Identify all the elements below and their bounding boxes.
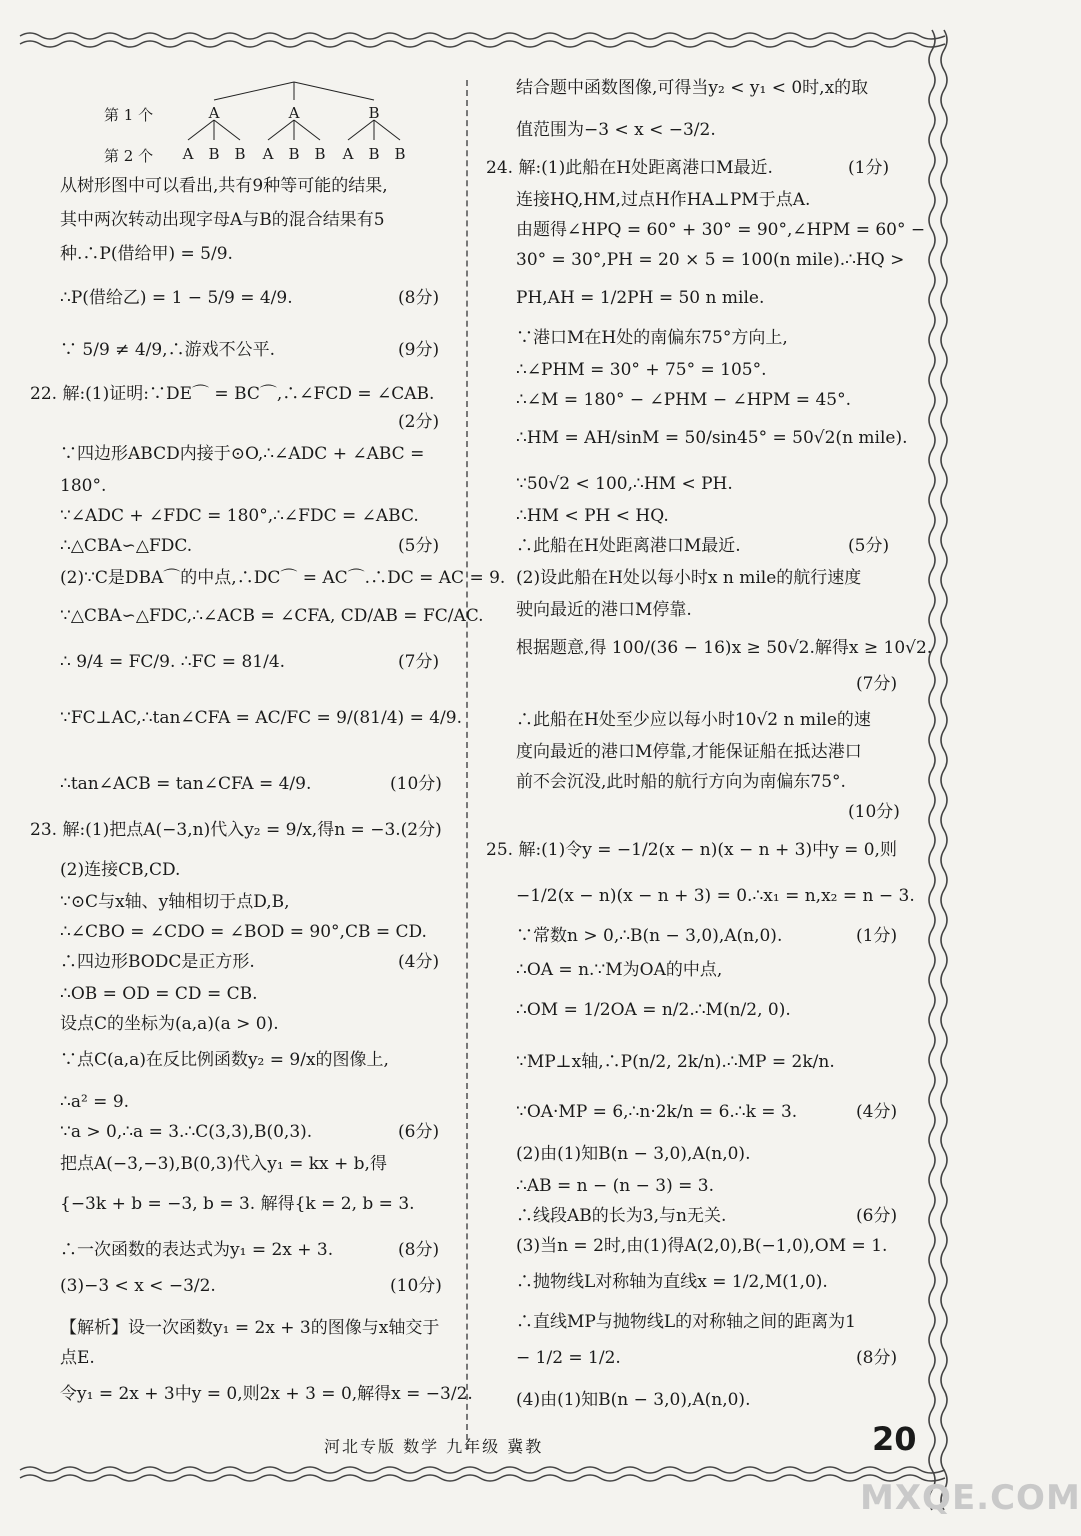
- solution-line: {−3k + b = −3, b = 3. 解得{k = 2, b = 3.: [60, 1194, 415, 1214]
- score-mark: (4分): [856, 1102, 898, 1122]
- solution-line: ∵MP⊥x轴,∴P(n/2, 2k/n).∴MP = 2k/n.: [516, 1052, 835, 1072]
- solution-line: ∵点C(a,a)在反比例函数y₂ = 9/x的图像上,: [60, 1050, 389, 1070]
- score-mark: (5分): [398, 536, 440, 556]
- solution-line: ∴线段AB的长为3,与n无关.: [516, 1206, 727, 1226]
- solution-line: ∴∠M = 180° − ∠PHM − ∠HPM = 45°.: [516, 390, 851, 410]
- solution-line: ∴此船在H处距离港口M最近.: [516, 536, 741, 556]
- site-watermark: MXQE.COM: [860, 1478, 1081, 1518]
- solution-line: 30° = 30°,PH = 20 × 5 = 100(n mile).∴HQ >: [516, 250, 905, 270]
- solution-line: 【解析】设一次函数y₁ = 2x + 3的图像与x轴交于: [60, 1318, 440, 1338]
- solution-line: ∵⊙C与x轴、y轴相切于点D,B,: [60, 892, 290, 912]
- solution-line: −1/2(x − n)(x − n + 3) = 0.∴x₁ = n,x₂ = n − 3.: [516, 886, 915, 906]
- top-wavy-border: [20, 28, 945, 54]
- solution-line: ∴tan∠ACB = tan∠CFA = 4/9.: [60, 774, 312, 794]
- score-mark: (6分): [398, 1122, 440, 1142]
- tree-level1-label: 第 1 个: [104, 106, 154, 124]
- solution-line: ∴OB = OD = CD = CB.: [60, 984, 258, 1004]
- solution-line: ∵△CBA∽△FDC,∴∠ACB = ∠CFA, CD/AB = FC/AC.: [60, 606, 484, 626]
- solution-line: ∴HM = AH/sinM = 50/sin45° = 50√2(n mile).: [516, 428, 908, 448]
- score-mark: (7分): [856, 674, 898, 694]
- tree-leaf: B: [234, 145, 246, 163]
- solution-line: 从树形图中可以看出,共有9种等可能的结果,: [60, 176, 388, 196]
- score-mark: (9分): [398, 340, 440, 360]
- score-mark: (1分): [848, 158, 890, 178]
- solution-line: ∵a > 0,∴a = 3.∴C(3,3),B(0,3).: [60, 1122, 313, 1142]
- question-22-heading: 22. 解:(1)证明:∵DE⌒ = BC⌒,∴∠FCD = ∠CAB.: [30, 384, 435, 404]
- solution-line: (2)设此船在H处以每小时x n mile的航行速度: [516, 568, 862, 588]
- score-mark: (8分): [398, 1240, 440, 1260]
- solution-line: 把点A(−3,−3),B(0,3)代入y₁ = kx + b,得: [60, 1154, 387, 1174]
- solution-line: ∵四边形ABCD内接于⊙O,∴∠ADC + ∠ABC =: [60, 444, 425, 464]
- score-mark: (10分): [848, 802, 900, 822]
- solution-line: 结合题中函数图像,可得当y₂ < y₁ < 0时,x的取: [516, 78, 869, 98]
- solution-line: ∴此船在H处至少应以每小时10√2 n mile的速: [516, 710, 871, 730]
- column-divider: [466, 80, 468, 1450]
- solution-line: ∴∠PHM = 30° + 75° = 105°.: [516, 360, 767, 380]
- solution-line: ∴P(借给乙) = 1 − 5/9 = 4/9.: [60, 288, 293, 308]
- tree-leaf: A: [262, 145, 274, 163]
- tree-node: A: [288, 104, 300, 122]
- solution-line: − 1/2 = 1/2.: [516, 1348, 621, 1368]
- tree-level2-label: 第 2 个: [104, 147, 154, 165]
- tree-leaf: A: [342, 145, 354, 163]
- score-mark: (5分): [848, 536, 890, 556]
- solution-line: ∴AB = n − (n − 3) = 3.: [516, 1176, 714, 1196]
- right-wavy-border: [918, 30, 958, 1490]
- solution-line: ∴a² = 9.: [60, 1092, 130, 1112]
- solution-line: ∵50√2 < 100,∴HM < PH.: [516, 474, 733, 494]
- score-mark: (6分): [856, 1206, 898, 1226]
- question-24-heading: 24. 解:(1)此船在H处距离港口M最近.: [486, 158, 773, 178]
- page-number: 20: [872, 1420, 917, 1458]
- solution-line: ∴抛物线L对称轴为直线x = 1/2,M(1,0).: [516, 1272, 828, 1292]
- score-mark: (8分): [856, 1348, 898, 1368]
- score-mark: (8分): [398, 288, 440, 308]
- score-mark: (2分): [398, 412, 440, 432]
- solution-line: (2)由(1)知B(n − 3,0),A(n,0).: [516, 1144, 751, 1164]
- solution-line: 180°.: [60, 476, 107, 496]
- score-mark: (7分): [398, 652, 440, 672]
- score-mark: (1分): [856, 926, 898, 946]
- solution-line: 由题得∠HPQ = 60° + 30° = 90°,∠HPM = 60° −: [516, 220, 926, 240]
- solution-line: (3)−3 < x < −3/2.: [60, 1276, 216, 1296]
- solution-line: (3)当n = 2时,由(1)得A(2,0),B(−1,0),OM = 1.: [516, 1236, 888, 1256]
- solution-line: ∵FC⊥AC,∴tan∠CFA = AC/FC = 9/(81/4) = 4/9.: [60, 708, 462, 728]
- score-mark: (10分): [390, 774, 442, 794]
- tree-node: B: [368, 104, 380, 122]
- solution-line: ∴OM = 1/2OA = n/2.∴M(n/2, 0).: [516, 1000, 791, 1020]
- solution-line: ∵常数n > 0,∴B(n − 3,0),A(n,0).: [516, 926, 783, 946]
- solution-line: ∴HM < PH < HQ.: [516, 506, 669, 526]
- solution-line: (2)连接CB,CD.: [60, 860, 181, 880]
- solution-line: 驶向最近的港口M停靠.: [516, 600, 692, 620]
- solution-line: 令y₁ = 2x + 3中y = 0,则2x + 3 = 0,解得x = −3/2.: [60, 1384, 473, 1404]
- solution-line: ∵ 5/9 ≠ 4/9,∴游戏不公平.: [60, 340, 275, 360]
- solution-line: 设点C的坐标为(a,a)(a > 0).: [60, 1014, 279, 1034]
- solution-line: ∴△CBA∽△FDC.: [60, 536, 193, 556]
- solution-line: 点E.: [60, 1348, 95, 1368]
- bottom-wavy-border: [20, 1462, 945, 1488]
- solution-line: ∵OA·MP = 6,∴n·2k/n = 6.∴k = 3.: [516, 1102, 798, 1122]
- solution-line: ∴∠CBO = ∠CDO = ∠BOD = 90°,CB = CD.: [60, 922, 427, 942]
- score-mark: (10分): [390, 1276, 442, 1296]
- tree-leaf: B: [208, 145, 220, 163]
- solution-line: PH,AH = 1/2PH = 50 n mile.: [516, 288, 765, 308]
- question-25-heading: 25. 解:(1)令y = −1/2(x − n)(x − n + 3)中y = 0,则: [486, 840, 897, 860]
- solution-line: (2)∵C是DBA⌒的中点,∴DC⌒ = AC⌒.∴DC = AC = 9.: [60, 568, 506, 588]
- score-mark: (4分): [398, 952, 440, 972]
- question-23-heading: 23. 解:(1)把点A(−3,n)代入y₂ = 9/x,得n = −3.(2分): [30, 820, 442, 840]
- solution-line: ∴ 9/4 = FC/9. ∴FC = 81/4.: [60, 652, 286, 672]
- solution-line: ∵港口M在H处的南偏东75°方向上,: [516, 328, 788, 348]
- solution-line: (4)由(1)知B(n − 3,0),A(n,0).: [516, 1390, 751, 1410]
- tree-leaf: B: [288, 145, 300, 163]
- solution-line: 连接HQ,HM,过点H作HA⊥PM于点A.: [516, 190, 811, 210]
- solution-line: ∴一次函数的表达式为y₁ = 2x + 3.: [60, 1240, 334, 1260]
- solution-line: 前不会沉没,此时船的航行方向为南偏东75°.: [516, 772, 846, 792]
- tree-node: A: [208, 104, 220, 122]
- solution-line: ∴直线MP与抛物线L的对称轴之间的距离为1: [516, 1312, 856, 1332]
- tree-leaf: B: [314, 145, 326, 163]
- solution-line: 值范围为−3 < x < −3/2.: [516, 120, 716, 140]
- solution-line: 度向最近的港口M停靠,才能保证船在抵达港口: [516, 742, 862, 762]
- tree-leaf: A: [182, 145, 194, 163]
- book-footer: 河北专版 数学 九年级 冀教: [324, 1437, 544, 1456]
- solution-line: 根据题意,得 100/(36 − 16)x ≥ 50√2.解得x ≥ 10√2.: [516, 638, 933, 658]
- solution-line: 其中两次转动出现字母A与B的混合结果有5: [60, 210, 385, 230]
- solution-line: ∵∠ADC + ∠FDC = 180°,∴∠FDC = ∠ABC.: [60, 506, 419, 526]
- tree-leaf: B: [368, 145, 380, 163]
- solution-line: ∴OA = n.∵M为OA的中点,: [516, 960, 723, 980]
- solution-line: ∴四边形BODC是正方形.: [60, 952, 255, 972]
- tree-leaf: B: [394, 145, 406, 163]
- solution-line: 种.∴P(借给甲) = 5/9.: [60, 244, 233, 264]
